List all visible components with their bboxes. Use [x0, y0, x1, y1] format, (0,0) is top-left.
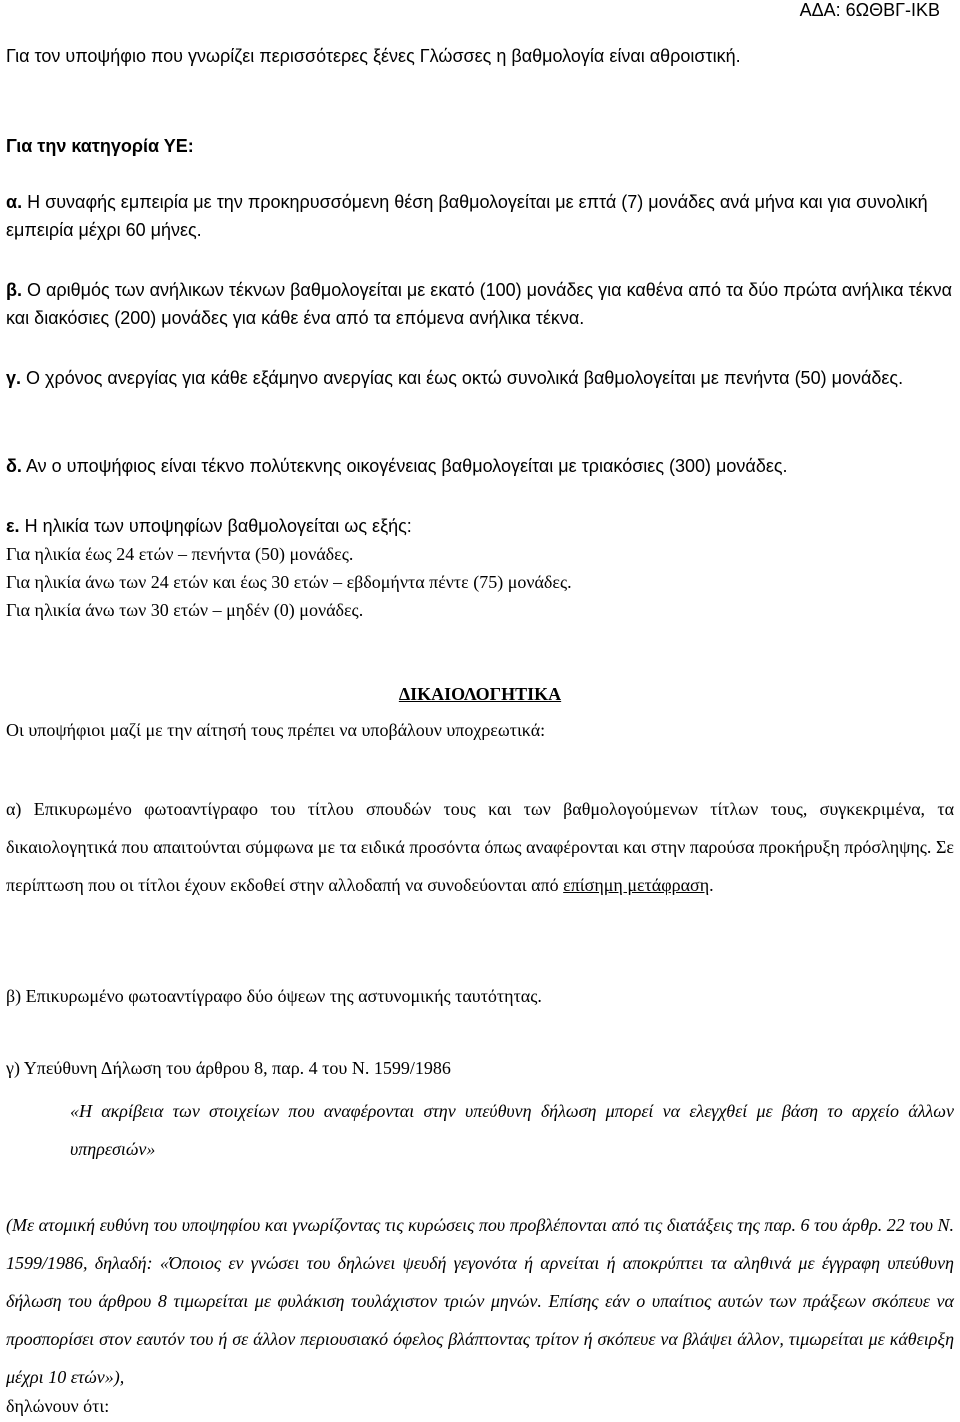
item-text: Η ηλικία των υποψηφίων βαθμολογείται ως εξής:: [24, 516, 412, 536]
item-e: [6, 512, 954, 540]
item-label: δ.: [6, 456, 22, 476]
item-text: Η συναφής εμπειρία με την προκηρυσσόμενη θέση βαθμολογείται με επτά (7) μονάδες ανά μήνα και για συνολική εμπειρία μέχρι 60 μήνες.: [6, 192, 928, 240]
doc-b: β) Επικυρωμένο φωτοαντίγραφο δύο όψεων της αστυνομικής ταυτότητας.: [6, 986, 542, 1006]
item-label: α.: [6, 192, 23, 212]
item-label: ε.: [6, 516, 20, 536]
docs-heading: [6, 680, 954, 708]
item-text: Αν ο υποψήφιος είναι τέκνο πολύτεκνης οικογένειας βαθμολογείται με τριακόσιες (300) μονάδες.: [25, 456, 788, 476]
ada-code: ΑΔΑ: 6ΩΘΒΓ-ΙΚΒ: [799, 0, 940, 20]
doc-a-text: α) Επικυρωμένο φωτοαντίγραφο του τίτλου σπουδών τους και των βαθμολογούμενων τίτλων τους, συγκεκριμένα, τα δικαιολογητικά που απαιτούνται σύμφωνα με τα ειδικά προσόντα όπως αναφέρονται και στην παρούσα προκήρυξη πρόσληψης. Σε περίπτωση που οι τίτλοι έχουν εκδοθεί στην αλλοδαπή να συνοδεύονται από: [6, 799, 954, 895]
official-translation: επίσημη μετάφραση: [563, 875, 710, 895]
docs-heading-text: ΔΙΚΑΙΟΛΟΓΗΤΙΚΑ: [398, 684, 562, 704]
item-text: Ο χρόνος ανεργίας για κάθε εξάμηνο ανεργίας και έως οκτώ συνολικά βαθμολογείται με πενήντα (50) μονάδες.: [26, 368, 904, 388]
item-label: β.: [6, 280, 22, 300]
doc-c-quote: «Η ακρίβεια των στοιχείων που αναφέρονται στην υπεύθυνη δήλωση μπορεί να ελεγχθεί με βάση το αρχείο άλλων υπηρεσιών»: [70, 1101, 954, 1159]
category-heading: [6, 132, 954, 160]
category-heading-text: Για την κατηγορία ΥΕ:: [6, 136, 194, 156]
docs-intro: Οι υποψήφιοι μαζί με την αίτησή τους πρέπει να υποβάλουν υποχρεωτικά:: [6, 720, 546, 740]
intro-paragraph: Για τον υποψήφιο που γνωρίζει περισσότερες ξένες Γλώσσες η βαθμολογία είναι αθροιστική.: [6, 46, 741, 66]
doc-a-end: .: [709, 875, 714, 895]
doc-a: [6, 790, 954, 904]
item-b: [6, 276, 954, 332]
item-d: [6, 452, 954, 480]
item-a: [6, 188, 954, 244]
closing-line: δηλώνουν ότι:: [6, 1396, 110, 1416]
item-text: Ο αριθμός των ανήλικων τέκνων βαθμολογείται με εκατό (100) μονάδες για καθένα από τα δύο πρώτα ανήλικα τέκνα και διακόσιες (200) μονάδες για κάθε ένα από τα επόμενα ανήλικα τέκνα.: [6, 280, 953, 328]
age-line-2: Για ηλικία άνω των 24 ετών και έως 30 ετών – εβδομήντα πέντε (75) μονάδες.: [6, 572, 572, 592]
item-c: [6, 364, 954, 392]
item-label: γ.: [6, 368, 22, 388]
doc-c: γ) Υπεύθυνη Δήλωση του άρθρου 8, παρ. 4 του Ν. 1599/1986: [6, 1058, 451, 1078]
age-line-3: Για ηλικία άνω των 30 ετών – μηδέν (0) μονάδες.: [6, 600, 364, 620]
age-line-1: Για ηλικία έως 24 ετών – πενήντα (50) μονάδες.: [6, 544, 354, 564]
legal-note: (Με ατομική ευθύνη του υποψηφίου και γνωρίζοντας τις κυρώσεις που προβλέπονται από τις διατάξεις της παρ. 6 του άρθρ. 22 του Ν. 1599/1986, δηλαδή: «Όποιος εν γνώσει του δηλώνει ψευδή γεγονότα ή αρνείται ή αποκρύπτει τα αληθινά με έγγραφη υπεύθυνη δήλωση του άρθρου 8 τιμωρείται με φυλάκιση τουλάχιστον τριών μηνών. Επίσης εάν ο υπαίτιος αυτών των πράξεων σκόπευε να προσπορίσει στον εαυτόν του ή σε άλλον περιουσιακό όφελος βλάπτοντας τρίτον ή σκόπευε να βλάψει άλλον, τιμωρείται με κάθειρξη μέχρι 10 ετών»),: [6, 1215, 954, 1387]
